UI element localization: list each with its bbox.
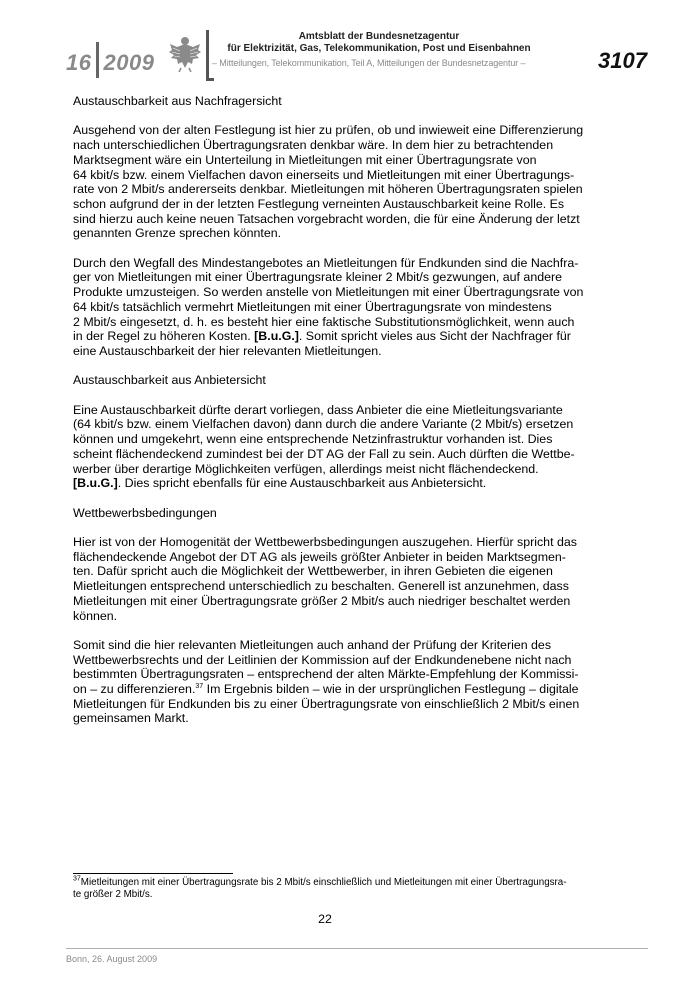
section-heading-competition: Wettbewerbsbedingungen <box>73 505 217 520</box>
footnote-number: 37 <box>73 875 81 883</box>
footnote-reference[interactable]: 37 <box>195 682 204 690</box>
footnote: $^{37}$Mietleitungen mit einer Übertragungsrate bis 2 Mbit/s einschließlich und Mietleitungen mit einer Übertragungsra- te größer 2 Mbit/s. <box>73 875 567 900</box>
issue-number: 16 <box>66 49 92 75</box>
section-heading-demand: Austauschbarkeit aus Nachfragersicht <box>73 94 282 108</box>
redaction-marker: [B.u.G.] <box>73 476 118 491</box>
paragraph-conclusion: Somit sind die hier relevanten Mietleitungen auch anhand der Prüfung der Kriterien des Wettbewerbsrechts und der Leitlinien der Kommission auf der Endkundenebene nicht nach bestimmten Übertragungsraten – entsprechend der alten Märkte-Empfehlung der Kommissi- on – zu differenzieren.$^{37}$ Im Ergebnis bilden – wie in der ursprünglichen Festlegung – digitale Mietleitungen für Endkunden bis zu einer Übertragungsrate von einschließlich 2 Mbit/s einen gemeinsamen Markt. <box>73 637 580 726</box>
gazette-title-line2: für Elektrizität, Gas, Telekommunikation, Post und Eisenbahnen <box>227 43 531 54</box>
gazette-subtitle: – Mitteilungen, Telekommunikation, Teil A, Mitteilungen der Bundesnetzagentur – <box>212 58 526 68</box>
footnote-separator <box>73 873 233 874</box>
gazette-title-line1: Amtsblatt der Bundesnetzagentur <box>298 31 460 42</box>
section-heading-supply: Austauschbarkeit aus Anbietersicht <box>73 373 266 388</box>
paragraph-supply: Eine Austauschbarkeit dürfte derart vorliegen, dass Anbieter die eine Mietleitungsvariante (64 kbit/s bzw. einem Vielfachen davon) dann durch die andere Variante (2 Mbit/s) ersetzen können und umgekehrt, wenn eine entsprechende Netzinfrastruktur vorhanden ist. Dies scheint flächendeckend zumindest bei der DT AG der Fall zu sein. Auch dürften die Wettbe- werber über derartige Möglichkeiten verfügen, allerdings meist nicht flächendeckend. [B.u.G.]. Dies spricht ebenfalls für eine Austauschbarkeit aus Anbietersicht. <box>73 402 575 491</box>
paragraph-demand-1: Ausgehend von der alten Festlegung ist hier zu prüfen, ob und inwieweit eine Differenzierung nach unterschiedlichen Übertragungsraten denkbar wäre. In dem hier zu betrachtenden Marktsegment wäre ein Unterteilung in Mietleitungen mit einer Übertragungsrate von 64 kbit/s bzw. einem Vielfachen davon einerseits und Mietleitungen mit einer Übertragungs- rate von 2 Mbit/s andererseits denkbar. Mietleitungen mit höheren Übertragungsraten spielen schon aufgrund der in der letzten Festlegung verneinten Austauschbarkeit keine Rolle. Es sind hierzu auch keine neuen Tatsachen vorgebracht worden, die für eine Änderung der letzt genannten Grenze sprechen könnten. <box>73 123 584 241</box>
paragraph-competition: Hier ist von der Homogenität der Wettbewerbsbedingungen auszugehen. Hierfür spricht das flächendeckende Angebot der DT AG als jeweils größter Anbieter in beiden Marktsegmen- ten. Dafür spricht auch die Möglichkeit der Wettbewerber, in ihren Gebieten die eigenen Mietleitungen entsprechend unterschiedlich zu beschalten. Generell ist anzunehmen, dass Mietleitungen mit einer Übertragungsrate größer 2 Mbit/s auch niedriger beschaltet werden können. <box>73 535 577 623</box>
header-rule-foot <box>206 78 214 81</box>
gazette-page-number: 3107 <box>598 48 647 73</box>
page-number: 22 <box>318 912 332 926</box>
issue-year-value: 2009 <box>103 49 155 75</box>
footer-date: Bonn, 26. August 2009 <box>66 954 158 964</box>
gazette-title <box>214 31 544 55</box>
header-divider <box>96 42 99 78</box>
paragraph-demand-2: Durch den Wegfall des Mindestangebotes an Mietleitungen für Endkunden sind die Nachfra- ger von Mietleitungen mit einer Übertragungsrate kleiner 2 Mbit/s gezwungen, auf andere Produkte umzusteigen. So werden anstelle von Mietleitungen mit einer Übertragungsrate von 64 kbit/s tatsächlich vermehrt Mietleitungen mit einer Übertragungsrate von mindestens 2 Mbit/s eingesetzt, d. h. es besteht hier eine faktische Substitutionsmöglichkeit, wenn auch in der Regel zu höheren Kosten. [B.u.G.]. Somit spricht vieles aus Sicht der Nachfrager für eine Austauschbarkeit der hier relevanten Mietleitungen. <box>73 255 584 358</box>
document-body <box>73 94 591 741</box>
redaction-marker: [B.u.G.] <box>254 329 299 344</box>
header-rule-vertical <box>206 30 209 78</box>
issue-year <box>66 46 154 82</box>
footer-rule <box>66 948 648 949</box>
federal-eagle-icon <box>168 34 202 72</box>
